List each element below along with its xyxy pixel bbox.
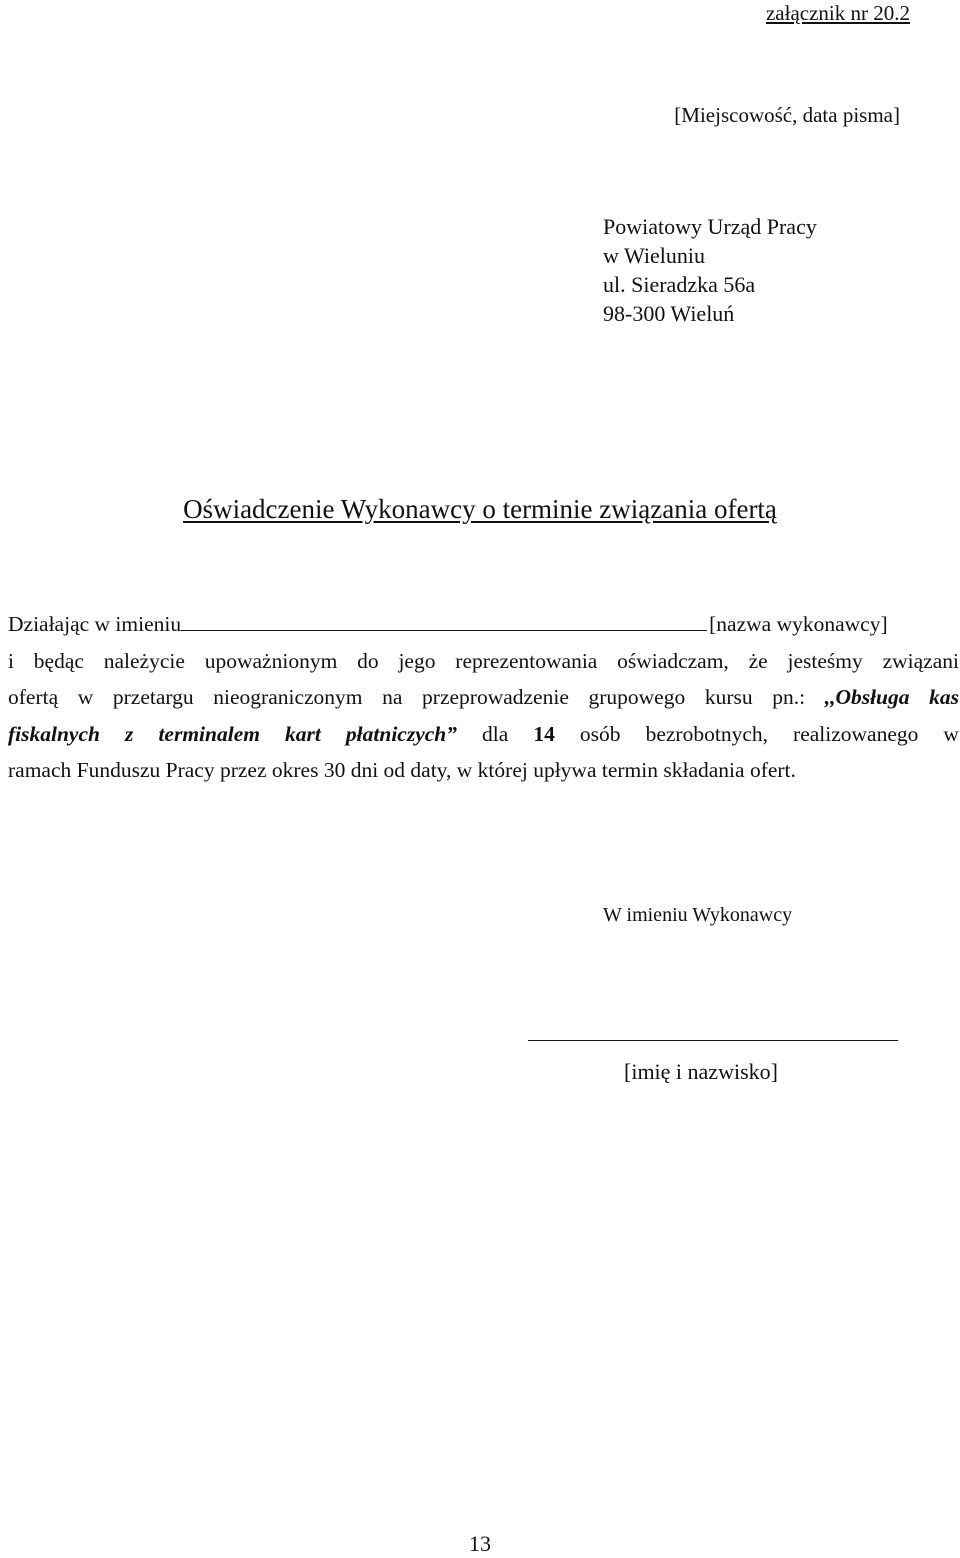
- signature-name-placeholder: [imię i nazwisko]: [624, 1059, 778, 1084]
- recipient-line-3: ul. Sieradzka 56a: [603, 272, 756, 297]
- course-name-end: fiskalnych z terminalem kart płatniczych”: [8, 722, 457, 746]
- intro-text: Działając w imieniu: [8, 612, 182, 636]
- attachment-label: załącznik nr 20.2: [765, 1, 910, 25]
- body-line-3: [8, 683, 959, 711]
- signature-label: W imieniu Wykonawcy: [603, 904, 793, 926]
- contractor-placeholder: [nazwa wykonawcy]: [709, 612, 888, 636]
- body-line-4: [8, 720, 959, 748]
- place-date-placeholder: [Miejscowość, data pisma]: [674, 103, 900, 127]
- document-title: Oświadczenie Wykonawcy o terminie związania ofertą: [183, 494, 777, 524]
- recipient-line-1: Powiatowy Urząd Pracy: [603, 214, 817, 239]
- body-line-4-text: osób bezrobotnych, realizowanego w: [554, 722, 959, 746]
- recipient-line-2: w Wieluniu: [603, 243, 705, 268]
- body-line-5: ramach Funduszu Pracy przez okres 30 dni od daty, w której upływa termin składania ofert.: [8, 758, 796, 782]
- body-line-4-dla: dla: [457, 722, 534, 746]
- course-name-start: ,,Obsługa kas: [824, 685, 959, 709]
- page-number: 13: [469, 1531, 491, 1556]
- recipient-address: [603, 212, 817, 328]
- body-line-3-text: ofertą w przetargu nieograniczonym na przeprowadzenie grupowego kursu pn.:: [8, 685, 825, 709]
- signature-line: [528, 1040, 898, 1041]
- body-line-1: [8, 610, 959, 638]
- body-line-2: i będąc należycie upoważnionym do jego reprezentowania oświadczam, że jesteśmy związani: [8, 649, 959, 673]
- persons-count: 14: [533, 722, 555, 746]
- recipient-line-4: 98-300 Wieluń: [603, 301, 735, 326]
- contractor-name-blank: [181, 610, 707, 631]
